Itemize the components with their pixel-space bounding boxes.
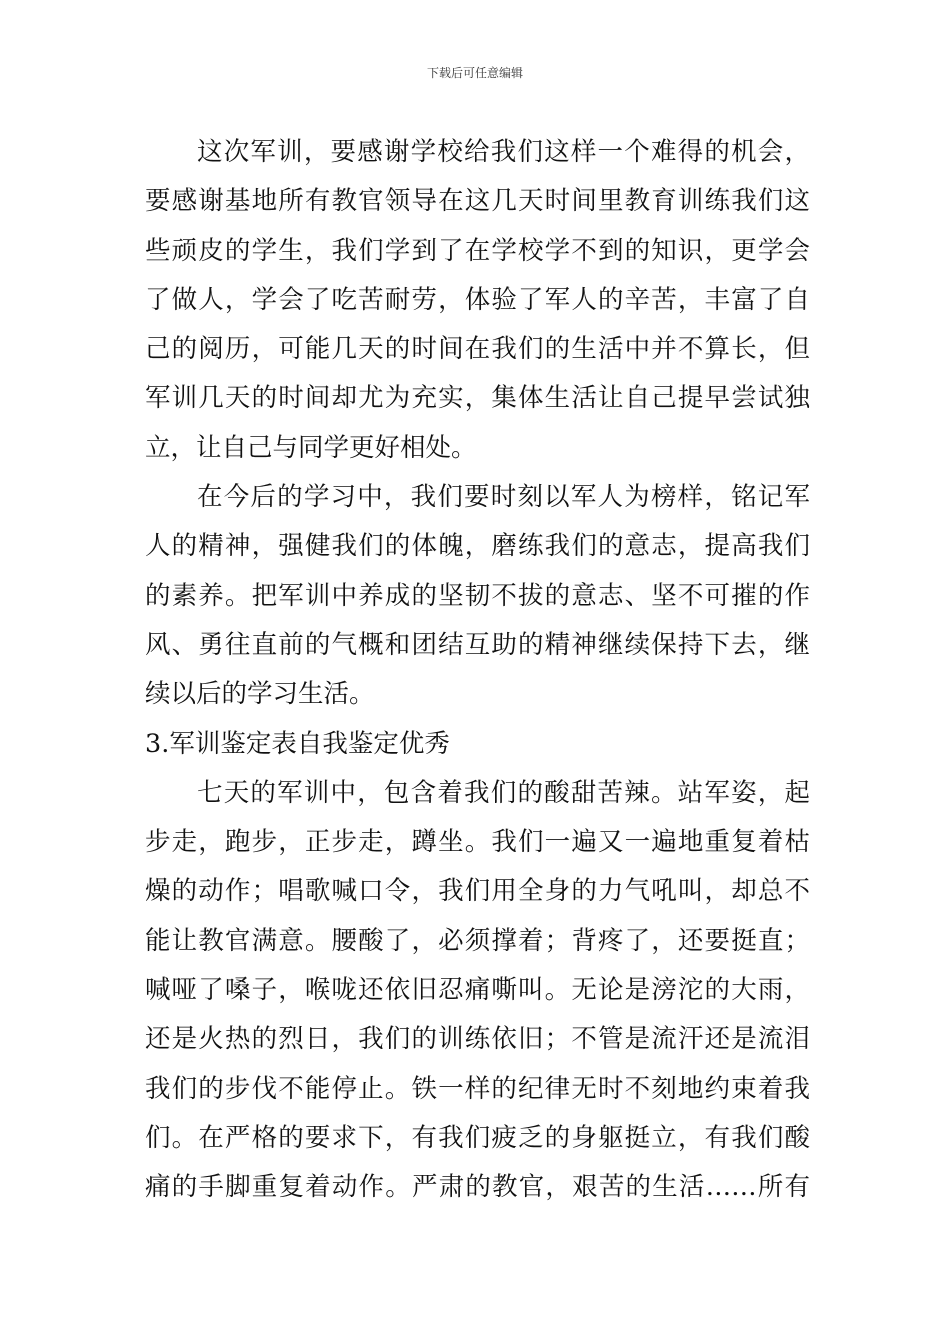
text-line: 了做人，学会了吃苦耐劳，体验了军人的辛苦，丰富了自 (145, 284, 810, 315)
paragraph (145, 473, 810, 719)
text-line: 步走，跑步，正步走，蹲坐。我们一遍又一遍地重复着枯 (145, 827, 810, 858)
text-line: 人的精神，强健我们的体魄，磨练我们的意志，提高我们 (145, 531, 810, 562)
text-line: 立，让自己与同学更好相处。 (145, 432, 477, 463)
text-line: 痛的手脚重复着动作。严肃的教官，艰苦的生活……所有 (145, 1172, 810, 1203)
text-line: 风、勇往直前的气概和团结互助的精神继续保持下去，继 (145, 629, 810, 660)
heading-text: 3.军训鉴定表自我鉴定优秀 (145, 728, 450, 759)
text-line: 们。在严格的要求下，有我们疲乏的身躯挺立，有我们酸 (145, 1122, 810, 1153)
text-line: 续以后的学习生活。 (145, 679, 375, 710)
text-line: 军训几天的时间却尤为充实，集体生活让自己提早尝试独 (145, 383, 810, 414)
text-line: 要感谢基地所有教官领导在这几天时间里教育训练我们这 (145, 186, 810, 217)
text-line: 在今后的学习中，我们要时刻以军人为榜样，铭记军 (197, 482, 810, 513)
paragraph (145, 769, 810, 1213)
text-line: 的素养。把军训中养成的坚韧不拔的意志、坚不可摧的作 (145, 580, 810, 611)
text-line: 喊哑了嗓子，喉咙还依旧忍痛嘶叫。无论是滂沱的大雨， (145, 975, 810, 1006)
text-line: 还是火热的烈日，我们的训练依旧；不管是流汗还是流泪 (145, 1024, 810, 1055)
text-line: 些顽皮的学生，我们学到了在学校学不到的知识，更学会 (145, 235, 810, 266)
text-line: 燥的动作；唱歌喊口令，我们用全身的力气吼叫，却总不 (145, 876, 810, 907)
text-line: 这次军训，要感谢学校给我们这样一个难得的机会， (197, 137, 810, 167)
text-line: 能让教官满意。腰酸了，必须撑着；背疼了，还要挺直； (145, 925, 810, 956)
text-line: 我们的步伐不能停止。铁一样的纪律无时不刻地约束着我 (145, 1073, 810, 1104)
section-heading (145, 720, 810, 769)
paragraph (145, 128, 810, 473)
text-line: 己的阅历，可能几天的时间在我们的生活中并不算长，但 (145, 334, 810, 365)
text-line: 七天的军训中，包含着我们的酸甜苦辣。站军姿，起 (197, 777, 810, 808)
page-header: 下载后可任意编辑 (426, 66, 523, 80)
document-body (145, 128, 810, 1213)
